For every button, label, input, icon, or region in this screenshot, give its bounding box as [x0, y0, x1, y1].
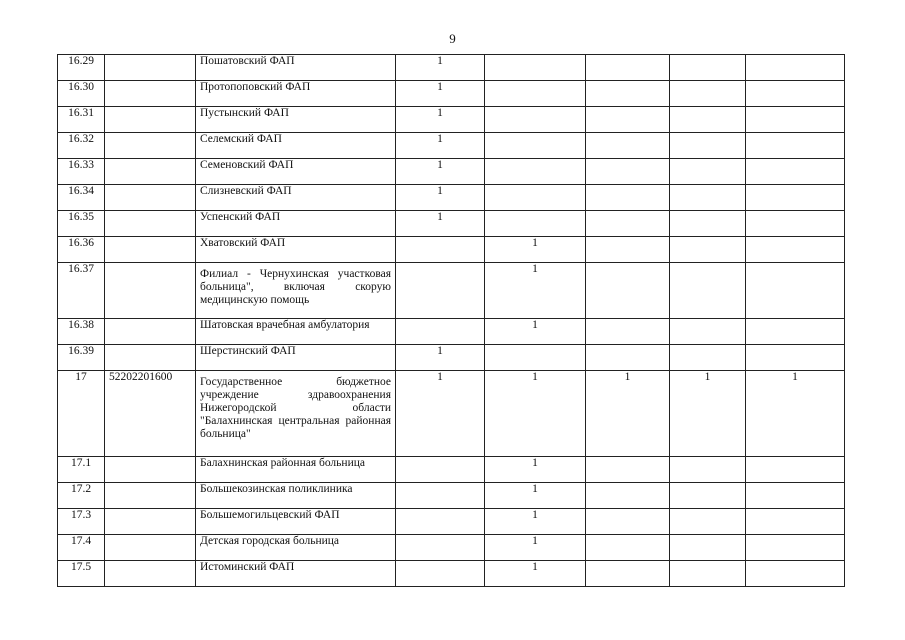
row-number: 16.30	[58, 81, 105, 107]
row-value-5	[746, 133, 845, 159]
row-name: Успенский ФАП	[196, 211, 396, 237]
row-number: 16.33	[58, 159, 105, 185]
row-value-2	[485, 55, 586, 81]
row-name: Детская городская больница	[196, 535, 396, 561]
row-value-3	[586, 319, 670, 345]
row-value-3	[586, 159, 670, 185]
row-name: Истоминский ФАП	[196, 561, 396, 587]
row-value-3	[586, 483, 670, 509]
row-value-5	[746, 237, 845, 263]
row-value-5	[746, 509, 845, 535]
row-value-4	[670, 263, 746, 319]
table-row	[58, 509, 845, 535]
row-number: 17.1	[58, 457, 105, 483]
row-value-1: 1	[396, 159, 485, 185]
row-value-5	[746, 345, 845, 371]
row-code	[105, 509, 196, 535]
row-code	[105, 55, 196, 81]
row-value-5	[746, 107, 845, 133]
row-code	[105, 211, 196, 237]
row-value-5	[746, 457, 845, 483]
row-number: 17.2	[58, 483, 105, 509]
table-row	[58, 159, 845, 185]
table-row	[58, 263, 845, 319]
row-code	[105, 319, 196, 345]
row-value-2	[485, 159, 586, 185]
row-value-1	[396, 483, 485, 509]
row-value-1	[396, 561, 485, 587]
row-value-5	[746, 535, 845, 561]
row-value-1: 1	[396, 133, 485, 159]
row-number: 16.35	[58, 211, 105, 237]
row-value-2: 1	[485, 457, 586, 483]
row-value-4	[670, 55, 746, 81]
row-value-5	[746, 319, 845, 345]
row-code	[105, 483, 196, 509]
row-value-1	[396, 457, 485, 483]
row-value-5	[746, 483, 845, 509]
table-row	[58, 483, 845, 509]
table-row	[58, 535, 845, 561]
row-name: Филиал - Чернухинская участковая больница", включая скорую медицинскую помощь	[196, 263, 396, 319]
row-name: Пустынский ФАП	[196, 107, 396, 133]
table-row	[58, 55, 845, 81]
row-value-4	[670, 159, 746, 185]
row-value-3	[586, 237, 670, 263]
row-value-3: 1	[586, 371, 670, 457]
row-value-4	[670, 107, 746, 133]
row-value-1	[396, 319, 485, 345]
page-number: 9	[449, 31, 456, 46]
row-value-1	[396, 535, 485, 561]
table-row	[58, 81, 845, 107]
row-value-2: 1	[485, 535, 586, 561]
row-code	[105, 159, 196, 185]
row-value-4	[670, 319, 746, 345]
row-number: 17.3	[58, 509, 105, 535]
table-row	[58, 319, 845, 345]
row-value-3	[586, 561, 670, 587]
table-row	[58, 371, 845, 457]
table-row	[58, 345, 845, 371]
row-value-3	[586, 535, 670, 561]
row-value-3	[586, 107, 670, 133]
row-value-2: 1	[485, 237, 586, 263]
row-value-1	[396, 263, 485, 319]
row-value-2	[485, 81, 586, 107]
row-number: 16.32	[58, 133, 105, 159]
row-value-2: 1	[485, 561, 586, 587]
row-value-5	[746, 211, 845, 237]
row-value-3	[586, 185, 670, 211]
row-name: Селемский ФАП	[196, 133, 396, 159]
row-value-4	[670, 535, 746, 561]
row-value-5	[746, 185, 845, 211]
row-number: 17.4	[58, 535, 105, 561]
row-value-4	[670, 81, 746, 107]
row-value-4: 1	[670, 371, 746, 457]
row-value-3	[586, 55, 670, 81]
row-value-1	[396, 509, 485, 535]
row-value-4	[670, 457, 746, 483]
row-value-4	[670, 561, 746, 587]
row-number: 16.29	[58, 55, 105, 81]
row-name: Семеновский ФАП	[196, 159, 396, 185]
row-value-1	[396, 237, 485, 263]
row-value-3	[586, 509, 670, 535]
row-value-5	[746, 81, 845, 107]
row-value-2	[485, 185, 586, 211]
row-value-3	[586, 457, 670, 483]
row-name: Большекозинская поликлиника	[196, 483, 396, 509]
table-row	[58, 107, 845, 133]
row-code	[105, 185, 196, 211]
row-value-3	[586, 81, 670, 107]
table-row	[58, 211, 845, 237]
row-number: 16.36	[58, 237, 105, 263]
row-value-2	[485, 211, 586, 237]
row-value-4	[670, 237, 746, 263]
row-value-3	[586, 133, 670, 159]
row-value-5: 1	[746, 371, 845, 457]
row-name: Шерстинский ФАП	[196, 345, 396, 371]
row-value-5	[746, 263, 845, 319]
row-value-4	[670, 133, 746, 159]
row-code	[105, 345, 196, 371]
row-value-1: 1	[396, 345, 485, 371]
row-code	[105, 107, 196, 133]
row-name: Пошатовский ФАП	[196, 55, 396, 81]
row-value-1: 1	[396, 107, 485, 133]
row-value-3	[586, 211, 670, 237]
row-value-1: 1	[396, 81, 485, 107]
row-value-3	[586, 263, 670, 319]
row-code: 52202201600	[105, 371, 196, 457]
row-name: Балахнинская районная больница	[196, 457, 396, 483]
row-value-2: 1	[485, 509, 586, 535]
row-value-4	[670, 185, 746, 211]
row-name: Большемогильцевский ФАП	[196, 509, 396, 535]
row-code	[105, 237, 196, 263]
row-value-5	[746, 561, 845, 587]
facilities-table	[57, 54, 845, 587]
row-value-5	[746, 159, 845, 185]
row-code	[105, 561, 196, 587]
table-row	[58, 561, 845, 587]
row-number: 17	[58, 371, 105, 457]
row-code	[105, 263, 196, 319]
row-code	[105, 457, 196, 483]
row-value-2	[485, 133, 586, 159]
row-value-2	[485, 345, 586, 371]
row-value-1: 1	[396, 55, 485, 81]
row-value-4	[670, 345, 746, 371]
table-row	[58, 457, 845, 483]
row-value-1: 1	[396, 371, 485, 457]
row-value-2: 1	[485, 483, 586, 509]
row-number: 16.39	[58, 345, 105, 371]
row-number: 16.37	[58, 263, 105, 319]
row-name: Шатовская врачебная амбулатория	[196, 319, 396, 345]
row-code	[105, 535, 196, 561]
row-name: Протопоповский ФАП	[196, 81, 396, 107]
row-code	[105, 81, 196, 107]
row-value-5	[746, 55, 845, 81]
row-value-4	[670, 509, 746, 535]
row-value-1: 1	[396, 211, 485, 237]
row-number: 17.5	[58, 561, 105, 587]
row-value-4	[670, 483, 746, 509]
row-number: 16.38	[58, 319, 105, 345]
row-value-1: 1	[396, 185, 485, 211]
table-row	[58, 185, 845, 211]
row-value-2	[485, 107, 586, 133]
row-name: Слизневский ФАП	[196, 185, 396, 211]
row-value-2: 1	[485, 263, 586, 319]
row-value-3	[586, 345, 670, 371]
row-number: 16.31	[58, 107, 105, 133]
row-name: Хватовский ФАП	[196, 237, 396, 263]
row-name: Государственное бюджетное учреждение здравоохранения Нижегородской области "Балахнинская центральная районная больница"	[196, 371, 396, 457]
row-value-2: 1	[485, 319, 586, 345]
row-number: 16.34	[58, 185, 105, 211]
table-row	[58, 133, 845, 159]
row-code	[105, 133, 196, 159]
row-value-2: 1	[485, 371, 586, 457]
table-row	[58, 237, 845, 263]
row-value-4	[670, 211, 746, 237]
